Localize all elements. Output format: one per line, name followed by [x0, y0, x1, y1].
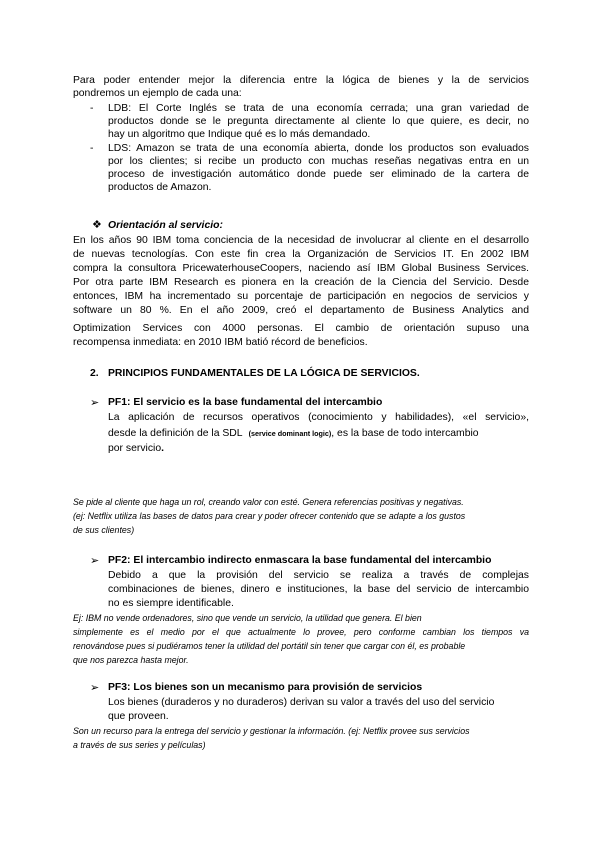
orientation-line: software un 80 %. En el año 2009, creó el departamento de Business Analytics and: [73, 305, 529, 316]
pf3-line: que proveen.: [108, 711, 169, 722]
diamond-bullet-icon: ❖: [92, 218, 102, 231]
arrow-bullet-icon: ➢: [90, 396, 100, 409]
bullet-ldb-line: LDB: El Corte Inglés se trata de una economía cerrada; una gran variedad de: [108, 103, 529, 114]
bullet-lds-line: productos de Amazon.: [108, 182, 212, 193]
section-number: 2.: [90, 368, 99, 379]
bullet-ldb-line: hay un algoritmo que Indique qué es lo más demandado.: [108, 129, 371, 140]
pf1-line2-text: desde la definición de la SDL: [108, 428, 243, 439]
pf2-title: PF2: El intercambio indirecto enmascara la base fundamental del intercambio: [108, 555, 492, 566]
orientation-line: Por otra parte IBM Research es pionera en la creación de la Ciencia del Servicio. Desde: [73, 277, 529, 288]
pf2-line: combinaciones de bienes, dinero e instituciones, la base del servicio de intercambio: [108, 584, 529, 595]
pf3-note-line: a través de sus series y películas): [73, 740, 206, 750]
orientation-line: compra la consultora PricewaterhouseCoopers, naciendo así IBM Global Business Services.: [73, 263, 529, 274]
arrow-bullet-icon: ➢: [90, 554, 100, 567]
orientation-line: En los años 90 IBM toma conciencia de la necesidad de involucrar al cliente en el desarrollo: [73, 235, 529, 246]
pf1-line2-rest: , es la base de todo intercambio: [331, 428, 479, 439]
pf3-title: PF3: Los bienes son un mecanismo para provisión de servicios: [108, 682, 423, 693]
pf1-line3-period: .: [161, 443, 165, 454]
intro-line-1: Para poder entender mejor la diferencia entre la lógica de bienes y la de servicios: [73, 75, 529, 86]
bullet-lds-line: por los clientes; si recibe un producto con muchas reseñas negativas entra en un: [108, 156, 529, 167]
pf1-note-line: (ej: Netflix utiliza las bases de datos para crear y poder ofrecer contenido que se adapte a los gustos: [73, 511, 466, 521]
pf1-line: La aplicación de recursos operativos (conocimiento y habilidades), «el servicio»,: [108, 412, 529, 423]
arrow-bullet-icon: ➢: [90, 681, 100, 694]
pf2-note-line: renovándose pues si pudiéramos tener la utilidad del portátil sin tener que cargar con él, es probable: [73, 641, 466, 651]
bullet-lds-line: proceso de investigación automático donde puede ser eliminado de la cartera de: [108, 169, 529, 180]
pf2-note-line: que nos parezca hasta mejor.: [73, 655, 189, 665]
pf1-note-line: Se pide al cliente que haga un rol, creando valor con esté. Genera referencias positivas y negativas.: [73, 497, 464, 507]
bullet-ldb-line: productos donde se le pregunta directamente al cliente lo que quiere, es decir, no: [108, 116, 529, 127]
bullet-dash: -: [90, 143, 94, 154]
orientation-line: Optimization Services con 4000 personas. El cambio de orientación supuso una: [73, 323, 529, 334]
pf1-line3-text: por servicio: [108, 443, 162, 454]
pf2-note-line: simplemente es el medio por el que actualmente lo provee, pero conforme cambian los tiempos va: [73, 627, 529, 637]
pf1-line: [108, 427, 479, 440]
pf2-line: Debido a que la provisión del servicio se realiza a través de complejas: [108, 570, 529, 581]
bullet-lds-line: LDS: Amazon se trata de una economía abierta, donde los productos son evaluados: [108, 143, 529, 154]
orientation-line: recompensa inmediata: en 2010 IBM batió récord de beneficios.: [73, 337, 368, 348]
pf1-sdl-expansion: (service dominant logic): [248, 429, 332, 438]
pf2-note-line: Ej: IBM no vende ordenadores, sino que vende un servicio, la utilidad que genera. El bien: [73, 613, 422, 623]
orientation-heading: Orientación al servicio:: [108, 220, 223, 231]
pf3-note-line: Son un recurso para la entrega del servicio y gestionar la información. (ej: Netflix provee sus servicios: [73, 726, 470, 736]
pf2-line: no es siempre identificable.: [108, 598, 234, 609]
pf1-line: [108, 442, 164, 455]
orientation-line: de nuevas tecnologías. Con este fin crea la Organización de Servicios IT. En 2002 IBM: [73, 249, 529, 260]
pf1-title: PF1: El servicio es la base fundamental del intercambio: [108, 397, 383, 408]
pf1-note-line: de sus clientes): [73, 525, 135, 535]
section-title: PRINCIPIOS FUNDAMENTALES DE LA LÓGICA DE SERVICIOS.: [108, 368, 420, 379]
bullet-dash: -: [90, 103, 94, 114]
orientation-line: entonces, IBM ha incrementado su porcentaje de participación en negocios de servicios y: [73, 291, 529, 302]
pf3-line: Los bienes (duraderos y no duraderos) derivan su valor a través del uso del servicio: [108, 697, 495, 708]
intro-line-2: pondremos un ejemplo de cada una:: [73, 88, 242, 99]
